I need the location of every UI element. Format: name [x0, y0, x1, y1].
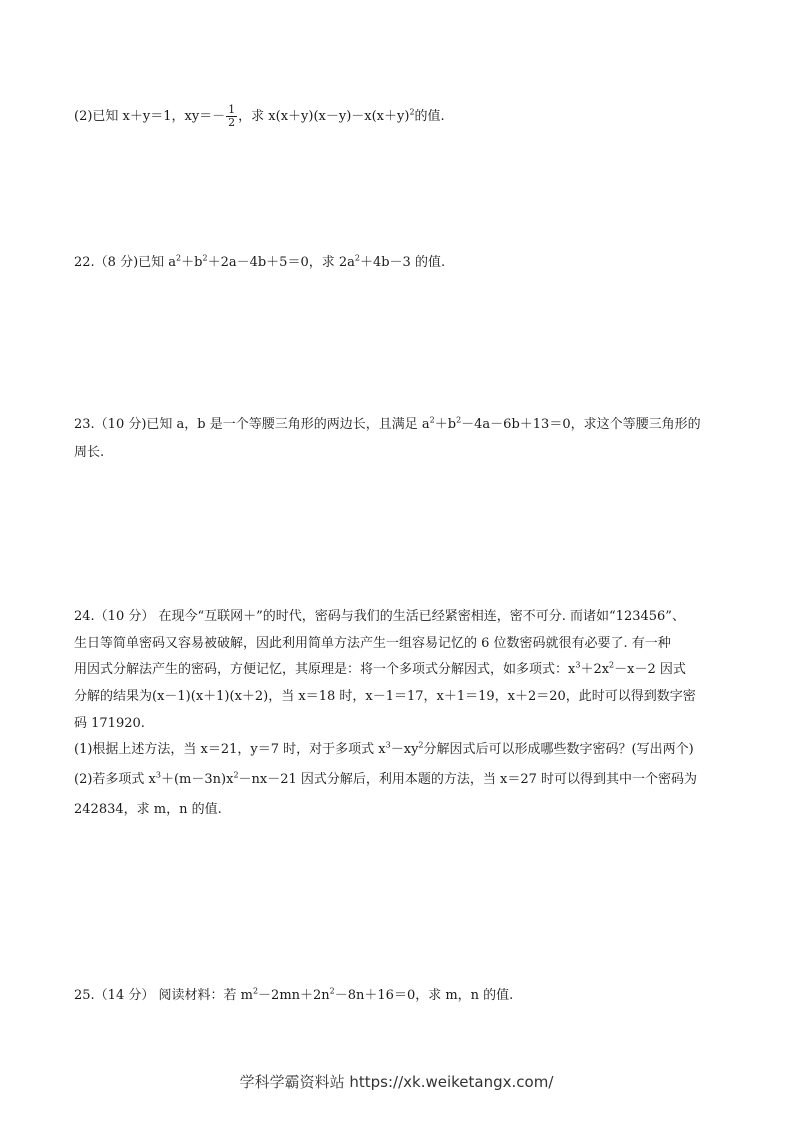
question-24-part-1 [74, 742, 694, 758]
question-24-line-2: 生日等简单密码又容易被破解，因此利用简单方法产生一组容易记忆的 6 位数密码就很有必要了. 有一种 [74, 636, 671, 651]
q21-2-exponent: 2 [409, 107, 415, 117]
q21-2-end: 的值. [414, 109, 445, 124]
q22-exponent-2: 2 [202, 253, 208, 263]
q25-text-2: －2mn＋2n [258, 988, 330, 1003]
q23-text-2: ＋b [434, 417, 457, 432]
q21-2-tail: ，求 x(x＋y)(x－y)－x(x＋y) [238, 109, 410, 124]
q23-exponent-1: 2 [429, 415, 435, 425]
question-24-line-4: 分解的结果为(x－1)(x＋1)(x＋2)，当 x＝18 时，x－1＝17，x＋1＝19，x＋2＝20，此时可以得到数字密 [74, 689, 696, 704]
question-24-line-3 [74, 662, 686, 678]
q24-part-1-text-3: 分解因式后可以形成哪些数字密码？(写出两个) [423, 742, 694, 757]
q24-part-1-text-1: (1)根据上述方法，当 x＝21，y＝7 时，对于多项式 x [74, 742, 386, 757]
q25-exponent-1: 2 [252, 986, 259, 996]
question-25 [74, 988, 513, 1004]
question-23-line-1 [74, 417, 701, 433]
q24-line-3-text-1: 用因式分解法产生的密码，方便记忆，其原理是：将一个多项式分解因式，如多项式：x [74, 662, 576, 677]
question-24-part-2 [74, 772, 697, 788]
footer-site-link[interactable]: 学科学霸资料站 https://xk.weiketangx.com/ [239, 1073, 554, 1091]
q24-part-2-text-3: －nx－21 因式分解后，利用本题的方法，当 x＝27 时可以得到其中一个密码为 [238, 772, 698, 787]
q23-text-3: －4a－6b＋13＝0，求这个等腰三角形的 [461, 417, 701, 432]
q25-text-3: －8n＋16＝0，求 m，n 的值. [334, 988, 514, 1003]
q24-line-3-exponent-1: 3 [575, 660, 581, 670]
q24-part-1-text-2: －xy [390, 742, 419, 757]
q24-part-2-text-1: (2)若多项式 x [74, 772, 156, 787]
q22-text-1: 22.（8 分)已知 a [74, 255, 177, 270]
q22-text-2: ＋b [181, 255, 203, 270]
q22-text-3: ＋2a－4b＋5＝0，求 2a [207, 255, 355, 270]
question-24-line-1: 24.（10 分） 在现今“互联网＋”的时代，密码与我们的生活已经紧密相连，密不可分. 而诸如“123456”、 [74, 609, 685, 624]
question-22 [74, 255, 445, 271]
q21-2-lead: (2)已知 x＋y＝1，xy＝－ [74, 109, 226, 124]
q24-part-2-text-2: ＋(m－3n)x [160, 772, 234, 787]
q25-text-1: 25.（14 分） 阅读材料：若 m [74, 988, 253, 1003]
q22-exponent-1: 2 [176, 253, 182, 263]
q24-part-1-exponent-2: 2 [418, 740, 424, 750]
fraction-one-half [226, 104, 237, 129]
q24-line-3-text-3: －x－2 因式 [614, 662, 686, 677]
q23-text-1: 23.（10 分)已知 a，b 是一个等腰三角形的两边长，且满足 a [74, 417, 430, 432]
question-24-line-8: 242834，求 m，n 的值. [74, 802, 222, 817]
q24-line-3-exponent-2: 2 [609, 660, 615, 670]
q24-line-3-text-2: ＋2x [580, 662, 610, 677]
question-24-line-5: 码 171920. [74, 716, 145, 731]
fraction-numerator: 1 [228, 103, 236, 116]
q24-part-1-exponent-1: 3 [385, 740, 391, 750]
q24-part-2-exponent-1: 3 [155, 770, 161, 780]
q25-exponent-2: 2 [329, 986, 335, 996]
fraction-denominator: 2 [228, 116, 236, 129]
q22-text-4: ＋4b－3 的值. [359, 255, 446, 270]
q23-exponent-2: 2 [456, 415, 462, 425]
question-21-part-2 [74, 104, 445, 129]
question-23-line-2: 周长. [74, 445, 105, 460]
q22-exponent-3: 2 [354, 253, 360, 263]
q24-part-2-exponent-2: 2 [233, 770, 239, 780]
